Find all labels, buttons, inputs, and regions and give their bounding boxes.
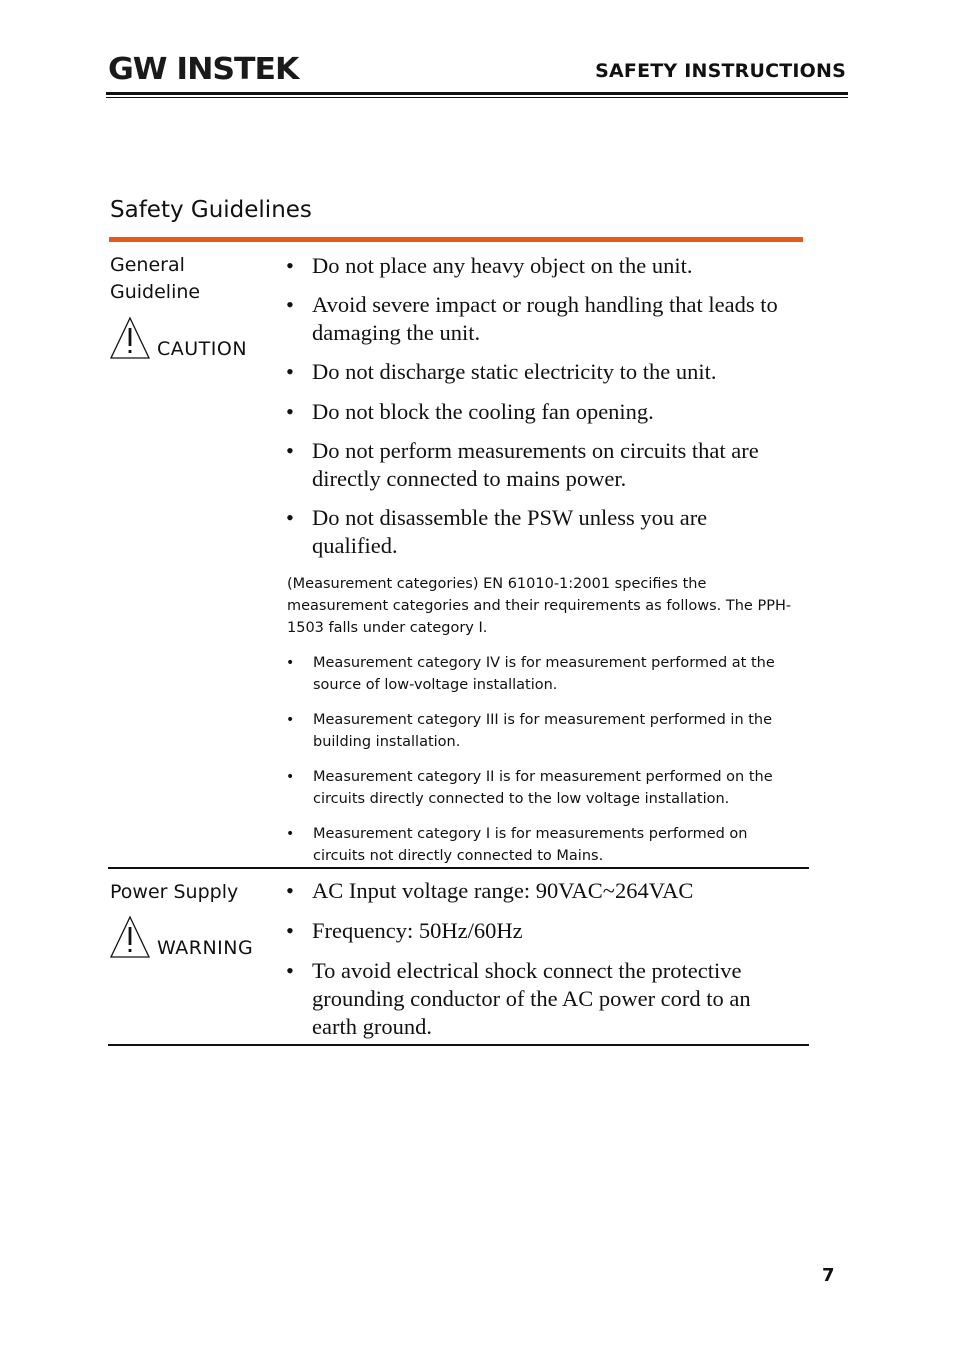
title-underline xyxy=(109,237,803,242)
warning-triangle-icon xyxy=(109,316,151,360)
list-item: • Measurement category I is for measurements performed on circuits not directly connected to Mains. xyxy=(286,823,798,867)
list-item: • Frequency: 50Hz/60Hz xyxy=(286,917,796,945)
list-item: • Measurement category III is for measurement performed in the building installation. xyxy=(286,709,798,753)
list-item: • Do not discharge static electricity to the unit. xyxy=(286,358,796,386)
warning-marker xyxy=(109,915,253,959)
header-rule xyxy=(106,92,848,95)
list-item: • Measurement category II is for measurement performed on the circuits directly connected to the low voltage installation. xyxy=(286,766,798,810)
list-item: • Avoid severe impact or rough handling that leads to damaging the unit. xyxy=(286,291,796,347)
chapter-title: SAFETY INSTRUCTIONS xyxy=(595,60,846,82)
header-rule-thin xyxy=(106,97,848,98)
caution-marker xyxy=(109,316,247,360)
power-supply-list xyxy=(286,877,796,1041)
page-title: Safety Guidelines xyxy=(110,197,312,223)
brand-logo: GW INSTEK xyxy=(108,52,299,87)
row-divider xyxy=(108,867,809,869)
warning-label: WARNING xyxy=(157,937,254,959)
row-label-general xyxy=(110,252,200,306)
caution-label: CAUTION xyxy=(157,338,248,360)
list-item: • Measurement category IV is for measurement performed at the source of low-voltage installation. xyxy=(286,652,798,696)
list-item: • To avoid electrical shock connect the protective grounding conductor of the AC power cord to an earth ground. xyxy=(286,957,796,1041)
warning-triangle-icon xyxy=(109,915,151,959)
list-item: • AC Input voltage range: 90VAC~264VAC xyxy=(286,877,796,905)
page-number: 7 xyxy=(822,1265,835,1286)
label-line: General xyxy=(110,254,185,276)
list-item: • Do not block the cooling fan opening. xyxy=(286,398,796,426)
measurement-category-list xyxy=(286,652,798,867)
label-line: Power Supply xyxy=(110,881,239,903)
label-line: Guideline xyxy=(110,281,201,303)
list-item: • Do not disassemble the PSW unless you are qualified. xyxy=(286,504,796,560)
row-divider xyxy=(108,1044,809,1046)
list-item: • Do not perform measurements on circuits that are directly connected to mains power. xyxy=(286,437,796,493)
general-guideline-list xyxy=(286,252,796,560)
row-label-power-supply xyxy=(110,879,238,906)
list-item: • Do not place any heavy object on the unit. xyxy=(286,252,796,280)
measurement-category-note: (Measurement categories) EN 61010-1:2001 specifies the measurement categories and their requirements as follows. The PPH-1503 falls under category I. xyxy=(287,576,792,636)
